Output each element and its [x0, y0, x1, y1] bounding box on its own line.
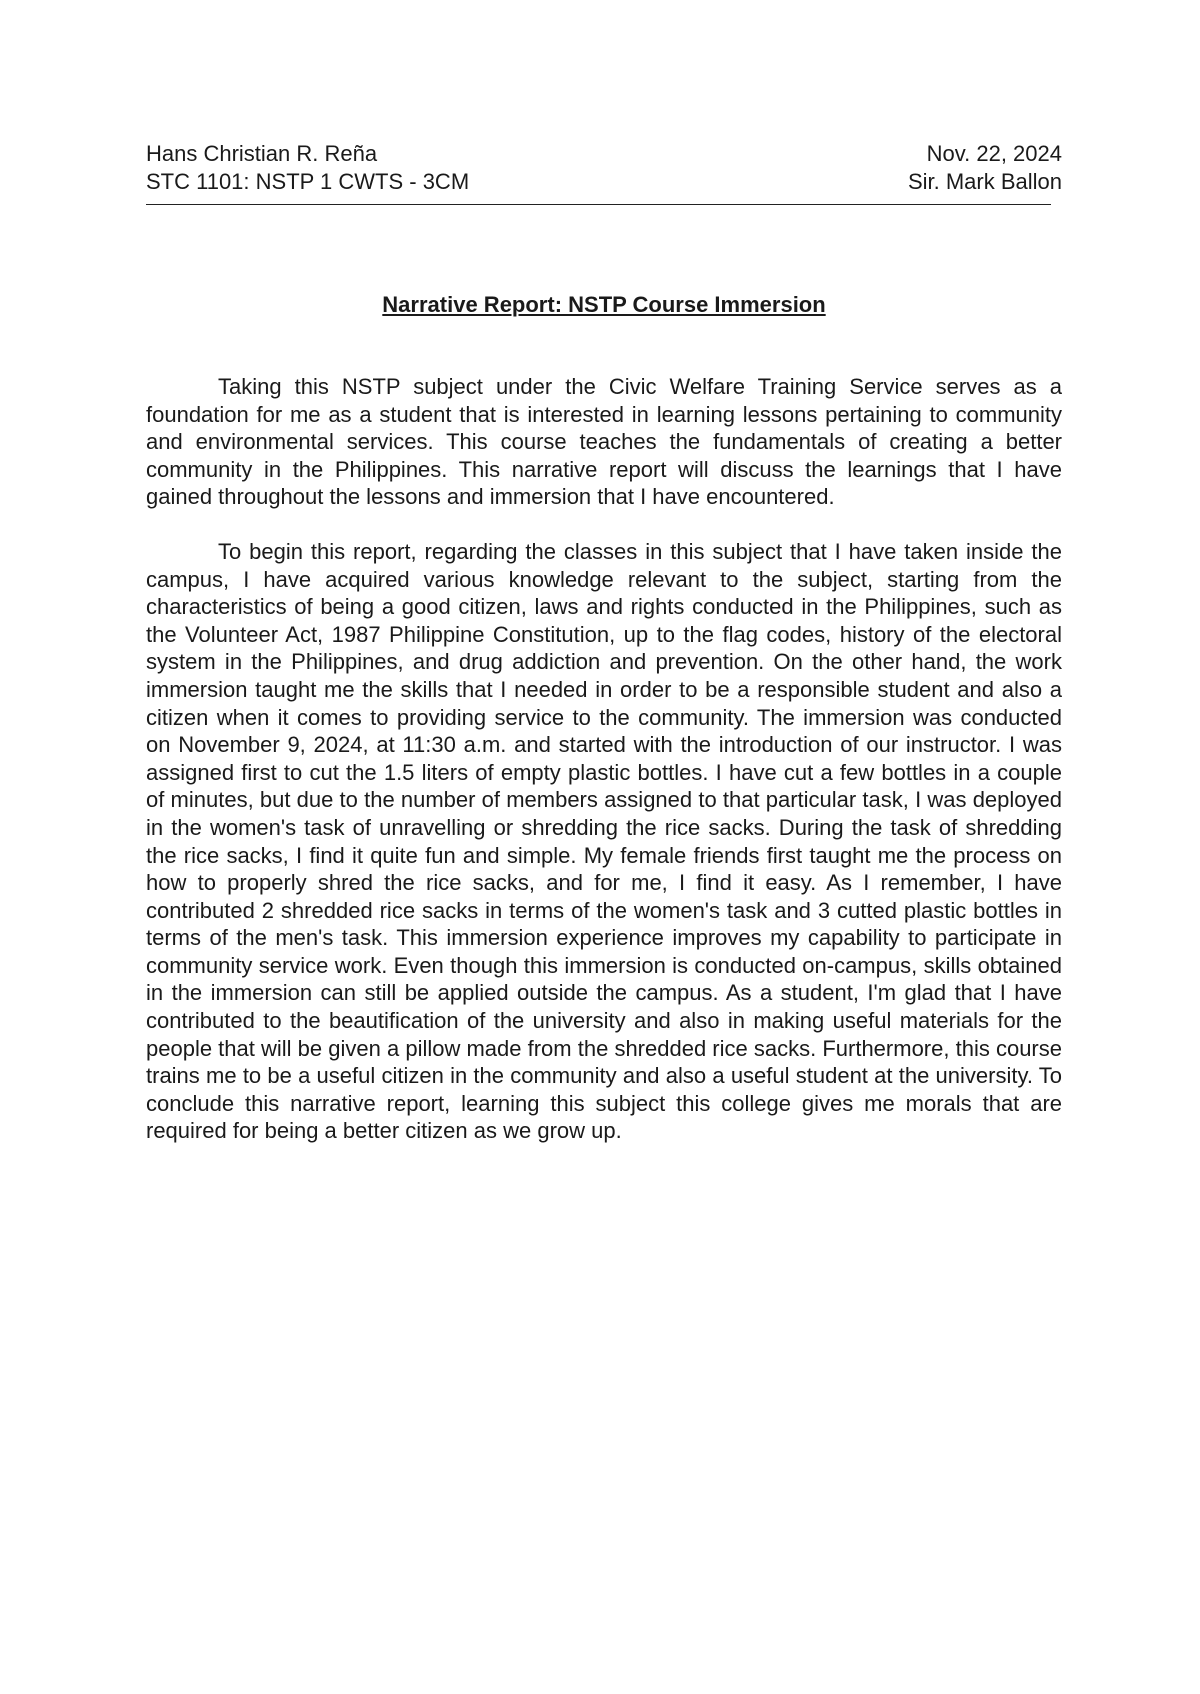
header-row-1 [146, 140, 1062, 168]
document-page [146, 140, 1062, 1172]
paragraph-main: To begin this report, regarding the classes in this subject that I have taken inside the campus, I have acquired various knowledge relevant to the subject, starting from the characteristics of being a good citizen, laws and rights conducted in the Philippines, such as the Volunteer Act, 1987 Philippine Constitution, up to the flag codes, history of the electoral system in the Philippines, and drug addiction and prevention. On the other hand, the work immersion taught me the skills that I needed in order to be a responsible student and also a citizen when it comes to providing service to the community. The immersion was conducted on November 9, 2024, at 11:30 a.m. and started with the introduction of our instructor. I was assigned first to cut the 1.5 liters of empty plastic bottles. I have cut a few bottles in a couple of minutes, but due to the number of members assigned to that particular task, I was deployed in the women's task of unravelling or shredding the rice sacks. During the task of shredding the rice sacks, I find it quite fun and simple. My female friends first taught me the process on how to properly shred the rice sacks, and for me, I find it easy. As I remember, I have contributed 2 shredded rice sacks in terms of the women's task and 3 cutted plastic bottles in terms of the men's task. This immersion experience improves my capability to participate in community service work. Even though this immersion is conducted on-campus, skills obtained in the immersion can still be applied outside the campus. As a student, I'm glad that I have contributed to the beautification of the university and also in making useful materials for the people that will be given a pillow made from the shredded rice sacks. Furthermore, this course trains me to be a useful citizen in the community and also a useful student at the university. To conclude this narrative report, learning this subject this college gives me morals that are required for being a better citizen as we grow up. [146, 538, 1062, 1144]
instructor-name: Sir. Mark Ballon [907, 169, 1062, 194]
report-title: Narrative Report: NSTP Course Immersion [382, 292, 826, 317]
report-date: Nov. 22, 2024 [926, 141, 1062, 166]
course-code: STC 1101: NSTP 1 CWTS - 3CM [146, 169, 470, 194]
author-name: Hans Christian R. Reña [146, 141, 378, 166]
header-divider [146, 204, 1051, 205]
header-row-2 [146, 168, 1062, 196]
paragraph-intro: Taking this NSTP subject under the Civic Welfare Training Service serves as a foundation for me as a student that is interested in learning lessons pertaining to community and environmental services. This course teaches the fundamentals of creating a better community in the Philippines. This narrative report will discuss the learnings that I have gained throughout the lessons and immersion that I have encountered. [146, 374, 1062, 510]
report-body [146, 373, 1062, 1145]
